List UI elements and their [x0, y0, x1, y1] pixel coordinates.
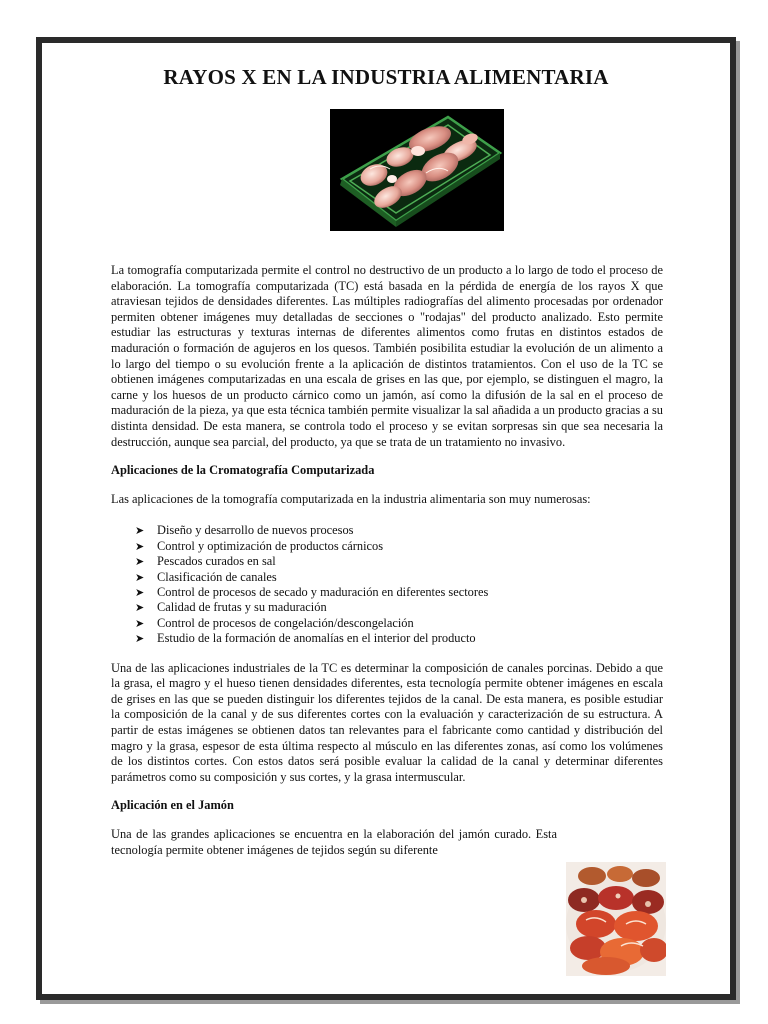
arrowhead-bullet-icon: ➤ — [135, 555, 145, 569]
list-item: ➤ Control y optimización de productos cárnicos — [135, 538, 384, 553]
arrowhead-bullet-icon: ➤ — [135, 585, 145, 599]
list-item: ➤ Diseño y desarrollo de nuevos procesos — [135, 523, 354, 538]
document-body — [111, 263, 663, 858]
ham-paragraph: Una de las grandes aplicaciones se encuentra en la elaboración del jamón curado. Esta tecnología permite obtener imágenes de tejidos según su diferente — [111, 826, 557, 857]
arrowhead-bullet-icon: ➤ — [135, 616, 145, 630]
section-heading-applications: Aplicaciones de la Cromatografía Computarizada — [111, 463, 375, 478]
ct-scan-image — [330, 109, 504, 231]
arrowhead-bullet-icon: ➤ — [135, 524, 145, 538]
applications-list — [111, 523, 663, 646]
intro-paragraph: La tomografía computarizada permite el control no destructivo de un producto a lo largo de todo el proceso de elaboración. La tomografía computarizada (TC) está basada en la pérdida de energía de los rayos X que atraviesan tejidos de densidades diferentes. Las múltiples radiografías del alimento procesadas por ordenador permiten obtener imágenes muy detalladas de secciones o "rodajas" del producto analizado. Esto permite estudiar las estructuras y texturas internas de diferentes alimentos como frutas en distintos estados de maduración o formación de agujeros en los quesos. También posibilita estudiar la evolución de un alimento a lo largo del tiempo o su evolución frente a la aplicación de distintos tratamientos. Con el uso de la TC se obtienen imágenes computarizadas en una escala de grises en las que, por ejemplo, se distinguen el magro, la carne y los huesos de un producto cárnico como un jamón, así como la difusión de la sal en el proceso de maduración de la pieza, ya que esta técnica también permite visualizar la sal añadida a un producto gracias a su distinta densidad. De esta manera, se controla todo el proceso y se evitan sorpresas sin que sea necesaria la destrucción, aunque sea parcial, del producto, ya que se trata de un tratamiento no invasivo. — [111, 263, 663, 449]
arrowhead-bullet-icon: ➤ — [135, 601, 145, 615]
list-item: ➤ Clasificación de canales — [135, 569, 277, 584]
cured-ham-slices-photo — [566, 862, 666, 976]
arrowhead-bullet-icon: ➤ — [135, 632, 145, 646]
arrowhead-bullet-icon: ➤ — [135, 539, 145, 553]
carcass-paragraph: Una de las aplicaciones industriales de la TC es determinar la composición de canales porcinas. Debido a que la grasa, el magro y el hueso tienen densidades diferentes, esta tecnología permite obtener imágenes en escala de grises en las que se pueden distinguir los diferentes tejidos de la canal. De esta manera, es posible estudiar la composición de la canal y de sus diferentes cortes con la evaluación y caracterización de su estructura. A partir de estas imágenes se obtienen datos tan relevantes para el fabricante como cantidad y distribución del magro y la grasa, espesor de esta última respecto al músculo en las diferentes zonas, así como los volúmenes de los distintos cortes. Con estos datos será posible evaluar la calidad de la canal y determinar diferentes parámetros como su composición y sus cortes, y la grasa intermuscular. — [111, 660, 663, 784]
list-item: ➤ Control de procesos de congelación/descongelación — [135, 615, 414, 630]
list-item: ➤ Pescados curados en sal — [135, 554, 276, 569]
list-item: ➤ Control de procesos de secado y maduración en diferentes sectores — [135, 584, 489, 599]
list-item: ➤ Estudio de la formación de anomalías en el interior del producto — [135, 631, 476, 646]
ct-scan-meat-tray-image — [330, 109, 504, 231]
section-heading-ham: Aplicación en el Jamón — [111, 798, 234, 813]
applications-intro: Las aplicaciones de la tomografía computarizada en la industria alimentaria son muy numerosas: — [111, 491, 591, 506]
list-item: ➤ Calidad de frutas y su maduración — [135, 600, 327, 615]
document-page — [36, 37, 736, 1000]
arrowhead-bullet-icon: ➤ — [135, 570, 145, 584]
ham-photo — [566, 862, 666, 976]
page-title: RAYOS X EN LA INDUSTRIA ALIMENTARIA — [163, 65, 609, 89]
